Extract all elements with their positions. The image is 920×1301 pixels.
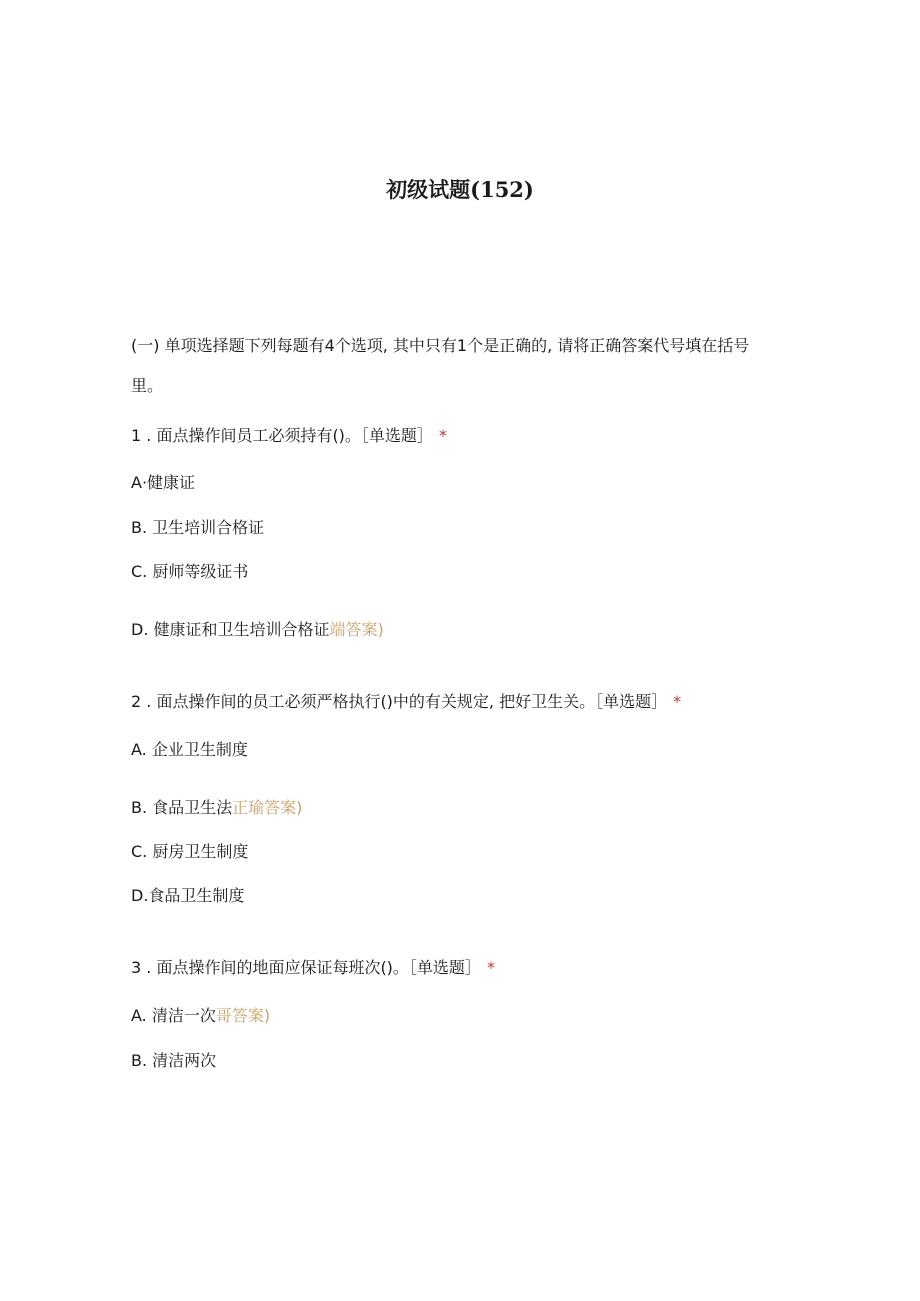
option-text: D. 健康证和卫生培训合格证: [131, 620, 330, 639]
question-2-option-a[interactable]: [131, 740, 248, 760]
question-3-stem: [131, 958, 495, 978]
question-1-option-d[interactable]: [131, 620, 384, 640]
required-mark: *: [673, 692, 682, 711]
option-text: C. 厨房卫生制度: [131, 842, 249, 861]
question-1-option-b[interactable]: [131, 518, 264, 538]
option-text: A·健康证: [131, 473, 196, 492]
question-text: 3 . 面点操作间的地面应保证每班次()。［单选题］: [131, 958, 481, 977]
option-text: B. 卫生培训合格证: [131, 518, 265, 537]
page-title: 初级试题(152): [386, 177, 534, 202]
option-text: A. 企业卫生制度: [131, 740, 248, 759]
answer-note: 哥答案): [215, 1006, 271, 1025]
answer-note: 端答案): [329, 620, 384, 639]
question-2-stem: [131, 692, 681, 712]
required-mark: *: [438, 426, 447, 445]
question-text: 1 . 面点操作间员工必须持有()。［单选题］: [131, 426, 433, 445]
question-2-option-b[interactable]: [131, 798, 302, 818]
option-text: B. 食品卫生法: [131, 798, 233, 817]
required-mark: *: [486, 958, 495, 977]
question-1-option-c[interactable]: [131, 562, 248, 582]
option-text: B. 清洁两次: [131, 1051, 217, 1070]
answer-note: 正瑜答案): [232, 798, 303, 817]
question-1-stem: [131, 426, 447, 446]
question-2-option-d[interactable]: [131, 886, 244, 906]
question-2-option-c[interactable]: [131, 842, 248, 862]
section-instructions: (一) 单项选择题下列每题有4个选项, 其中只有1个是正确的, 请将正确答案代号填在括号里。: [131, 336, 750, 395]
question-3-option-b[interactable]: [131, 1051, 216, 1071]
question-1-option-a[interactable]: [131, 473, 195, 493]
option-text: D.食品卫生制度: [131, 886, 245, 905]
question-3-option-a[interactable]: [131, 1006, 270, 1026]
option-text: A. 清洁一次: [131, 1006, 216, 1025]
option-text: C. 厨师等级证书: [131, 562, 249, 581]
question-text: 2 . 面点操作间的员工必须严格执行()中的有关规定, 把好卫生关。［单选题］: [131, 692, 668, 711]
